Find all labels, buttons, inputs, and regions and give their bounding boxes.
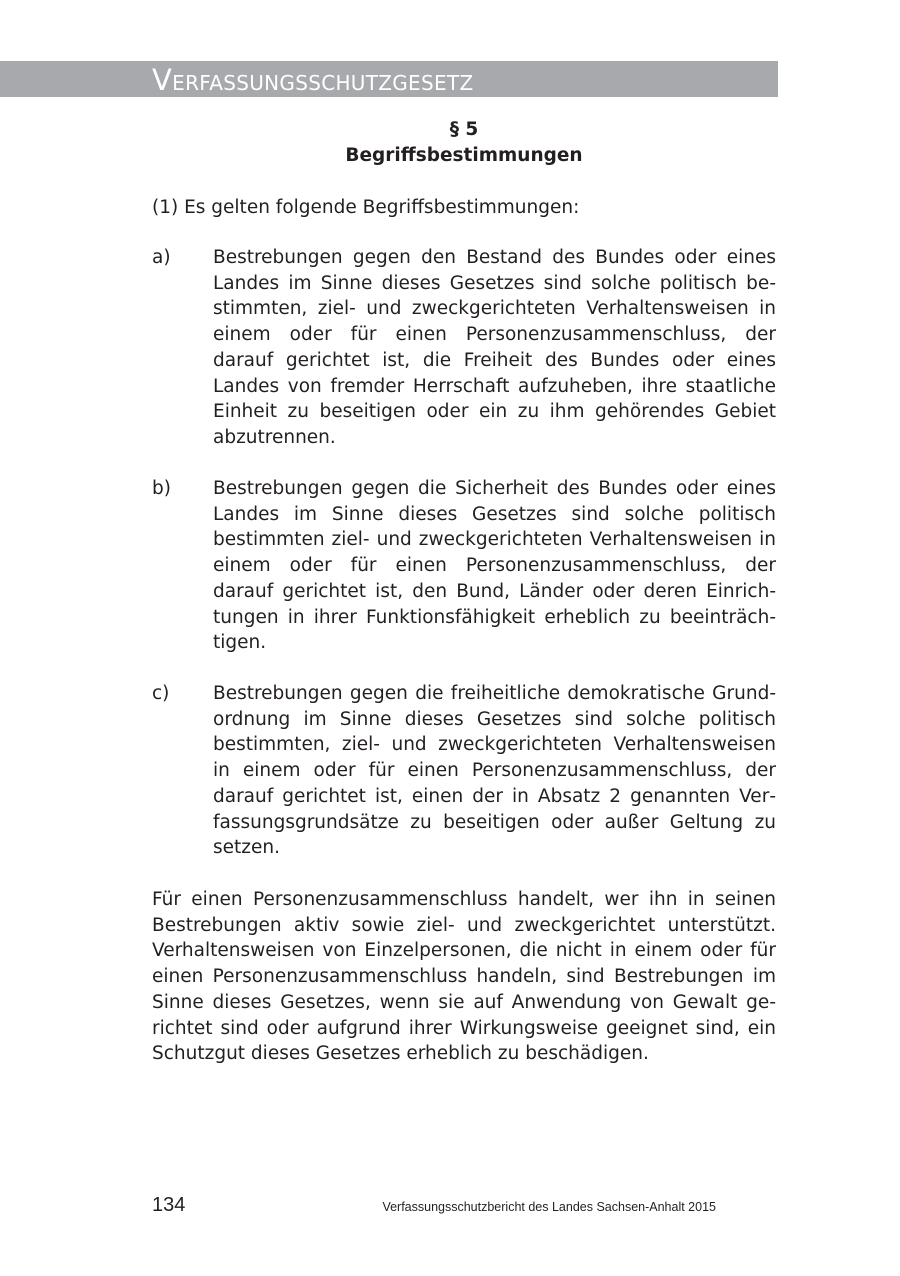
- item-b-text: Bestrebungen gegen die Sicherheit des Bundes oder eines Landes im Sinne dieses Gesetzes sind solche politisch bestimmten ziel- und zweckgerichteten Verhaltensweisen in einem oder für einen Personenzusammenschluss, der darauf gerichtet ist, den Bund, Länder oder deren Einrichtungen in ihrer Funktionsfähigkeit erheblich zu beeinträchtigen.: [213, 478, 776, 654]
- header-title: Verfassungsschutzgesetz: [152, 63, 474, 97]
- item-a-text: Bestrebungen gegen den Bestand des Bundes oder eines Landes im Sinne dieses Gesetzes sind solche politisch bestimmten, ziel- und zweckgerichteten Verhaltensweisen in einem oder für einen Personenzusammenschluss, der darauf gerichtet ist, die Freiheit des Bundes oder eines Landes von fremder Herrschaft aufzuheben, ihre staatliche Einheit zu beseitigen oder ein zu ihm gehörendes Gebiet abzutrennen.: [213, 247, 776, 448]
- section-title: Begriffsbestimmungen: [345, 145, 583, 166]
- section-number: § 5: [449, 119, 479, 140]
- header-band: [0, 61, 778, 97]
- page-number: 134: [152, 1194, 186, 1216]
- item-a-label: a): [152, 247, 171, 268]
- item-c-text: Bestrebungen gegen die freiheitliche demokratische Grundordnung im Sinne dieses Gesetzes sind solche politisch bestimmten, ziel- und zweckgerichteten Verhaltensweisen in einem oder für einen Personenzusammenschluss, der darauf gerichtet ist, einen der in Absatz 2 genannten Verfassungsgrundsätze zu beseitigen oder außer Geltung zu setzen.: [213, 683, 776, 859]
- intro-paragraph: (1) Es gelten folgende Begriffsbestimmungen:: [152, 197, 580, 218]
- footer-publication-title: Verfassungsschutzbericht des Landes Sachsen-Anhalt 2015: [382, 1200, 716, 1214]
- item-b-label: b): [152, 478, 171, 499]
- item-c-label: c): [152, 683, 170, 704]
- closing-paragraph: Für einen Personenzusammenschluss handelt, wer ihn in seinen Bestrebungen aktiv sowie ziel- und zweckgerichtet unterstützt. Verhaltensweisen von Einzelpersonen, die nicht in einem oder für einen Personenzusammenschluss handeln, sind Bestrebungen im Sinne dieses Gesetzes, wenn sie auf Anwendung von Gewalt gerichtet sind oder aufgrund ihrer Wirkungsweise geeignet sind, ein Schutzgut dieses Gesetzes erheblich zu beschädigen.: [152, 889, 776, 1065]
